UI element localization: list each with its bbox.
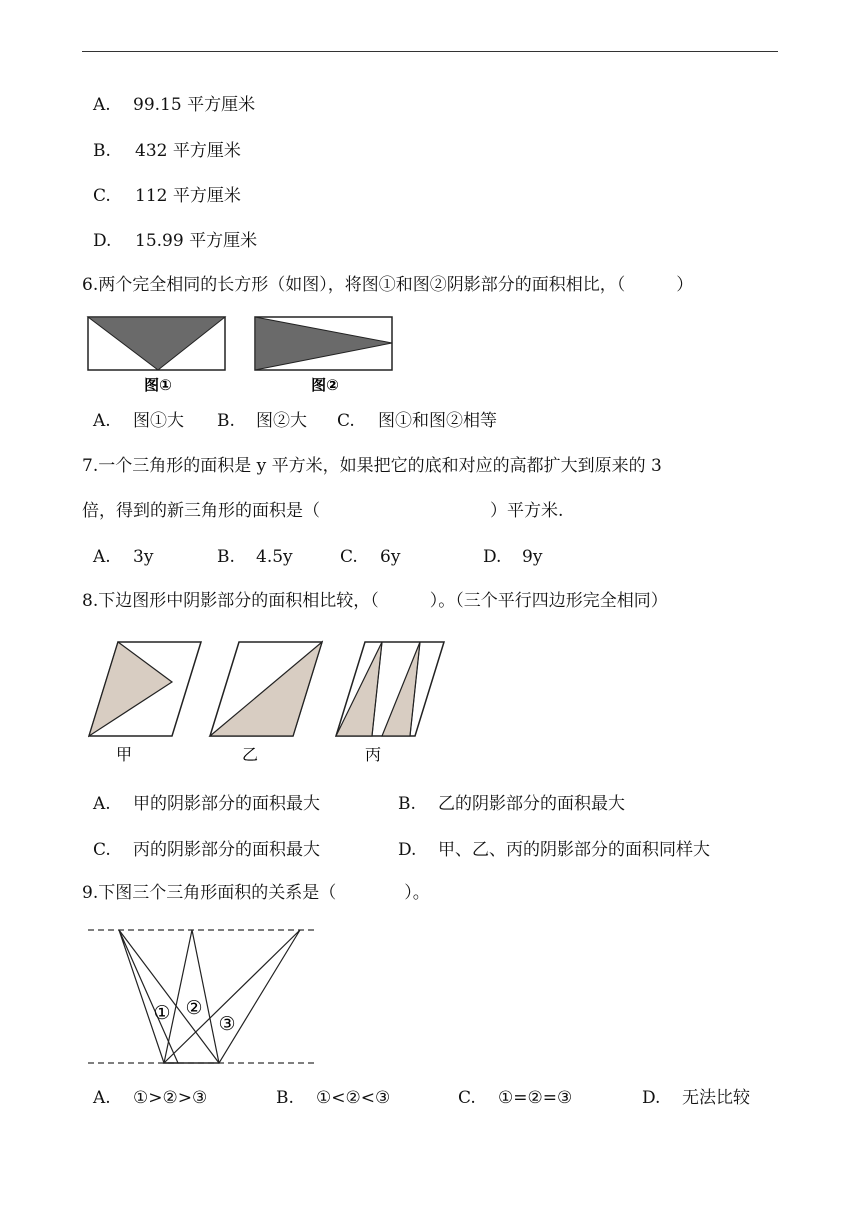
q8-option-d-text: 甲、乙、丙的阴影部分的面积同样大 — [438, 840, 710, 860]
q8-option-a-letter: A. — [93, 794, 111, 814]
q8-fig-label-jia: 甲 — [115, 745, 133, 764]
q6-option-a-letter: A. — [93, 411, 111, 431]
q8-option-d-letter: D. — [398, 840, 417, 860]
q7-stem-line-1: 7.一个三角形的面积是 y 平方米，如果把它的底和对应的高都扩大到原来的 3 — [82, 456, 662, 476]
q7-stem-line-2: 倍，得到的新三角形的面积是（ ）平方米. — [82, 501, 564, 521]
q5-option-a-text: 99.15 平方厘米 — [133, 95, 256, 115]
q6-option-b-letter: B. — [217, 411, 235, 431]
q8-option-b-text: 乙的阴影部分的面积最大 — [438, 794, 625, 814]
q9-label-2: ② — [185, 997, 203, 1019]
q5-option-d-letter: D. — [93, 231, 112, 251]
q7-option-d-text: 9y — [522, 547, 543, 567]
q9-option-a-letter: A. — [93, 1088, 111, 1108]
q8-option-b-letter: B. — [398, 794, 416, 814]
q6-option-a-text: 图①大 — [133, 411, 184, 431]
q9-label-1: ① — [153, 1002, 171, 1024]
q7-option-a-text: 3y — [133, 547, 154, 567]
q9-option-c-letter: C. — [458, 1088, 476, 1108]
q8-stem: 8.下边图形中阴影部分的面积相比较，（ ）。（三个平行四边形完全相同） — [82, 591, 668, 611]
q6-option-c-letter: C. — [337, 411, 355, 431]
q9-stem: 9.下图三个三角形面积的关系是（ ）。 — [82, 883, 430, 903]
q9-option-d-letter: D. — [642, 1088, 661, 1108]
q6-stem: 6.两个完全相同的长方形（如图），将图①和图②阴影部分的面积相比，（ ） — [82, 275, 694, 295]
q8-option-c-letter: C. — [93, 840, 111, 860]
q7-option-c-text: 6y — [380, 547, 401, 567]
q6-option-b-text: 图②大 — [256, 411, 307, 431]
q8-figure — [82, 630, 452, 770]
q6-figure — [82, 312, 402, 398]
q6-fig-label-2: 图② — [311, 376, 339, 394]
q8-option-a-text: 甲的阴影部分的面积最大 — [133, 794, 320, 814]
q9-option-c-text: ①=②=③ — [498, 1088, 573, 1108]
q5-option-b-letter: B. — [93, 141, 111, 161]
header-rule — [82, 51, 778, 52]
q8-fig-label-yi: 乙 — [241, 745, 259, 764]
q9-option-b-text: ①<②<③ — [316, 1088, 391, 1108]
q7-option-d-letter: D. — [483, 547, 502, 567]
q6-option-c-text: 图①和图②相等 — [378, 411, 497, 431]
q7-option-a-letter: A. — [93, 547, 111, 567]
q5-option-d-text: 15.99 平方厘米 — [135, 231, 258, 251]
q6-fig-label-1: 图① — [144, 376, 172, 394]
q7-option-c-letter: C. — [340, 547, 358, 567]
q5-option-b-text: 432 平方厘米 — [135, 141, 241, 161]
q9-triangle-3 — [164, 930, 300, 1063]
q9-option-b-letter: B. — [276, 1088, 294, 1108]
q9-label-3: ③ — [218, 1013, 236, 1035]
q8-fig-label-bing: 丙 — [364, 745, 382, 764]
q9-option-d-text: 无法比较 — [682, 1088, 750, 1108]
q8-option-c-text: 丙的阴影部分的面积最大 — [133, 840, 320, 860]
q5-option-c-text: 112 平方厘米 — [135, 186, 241, 206]
q5-option-a-letter: A. — [93, 95, 111, 115]
q7-option-b-letter: B. — [217, 547, 235, 567]
q9-figure — [82, 922, 332, 1072]
q5-option-c-letter: C. — [93, 186, 111, 206]
q7-option-b-text: 4.5y — [256, 547, 293, 567]
q9-option-a-text: ①>②>③ — [133, 1088, 208, 1108]
